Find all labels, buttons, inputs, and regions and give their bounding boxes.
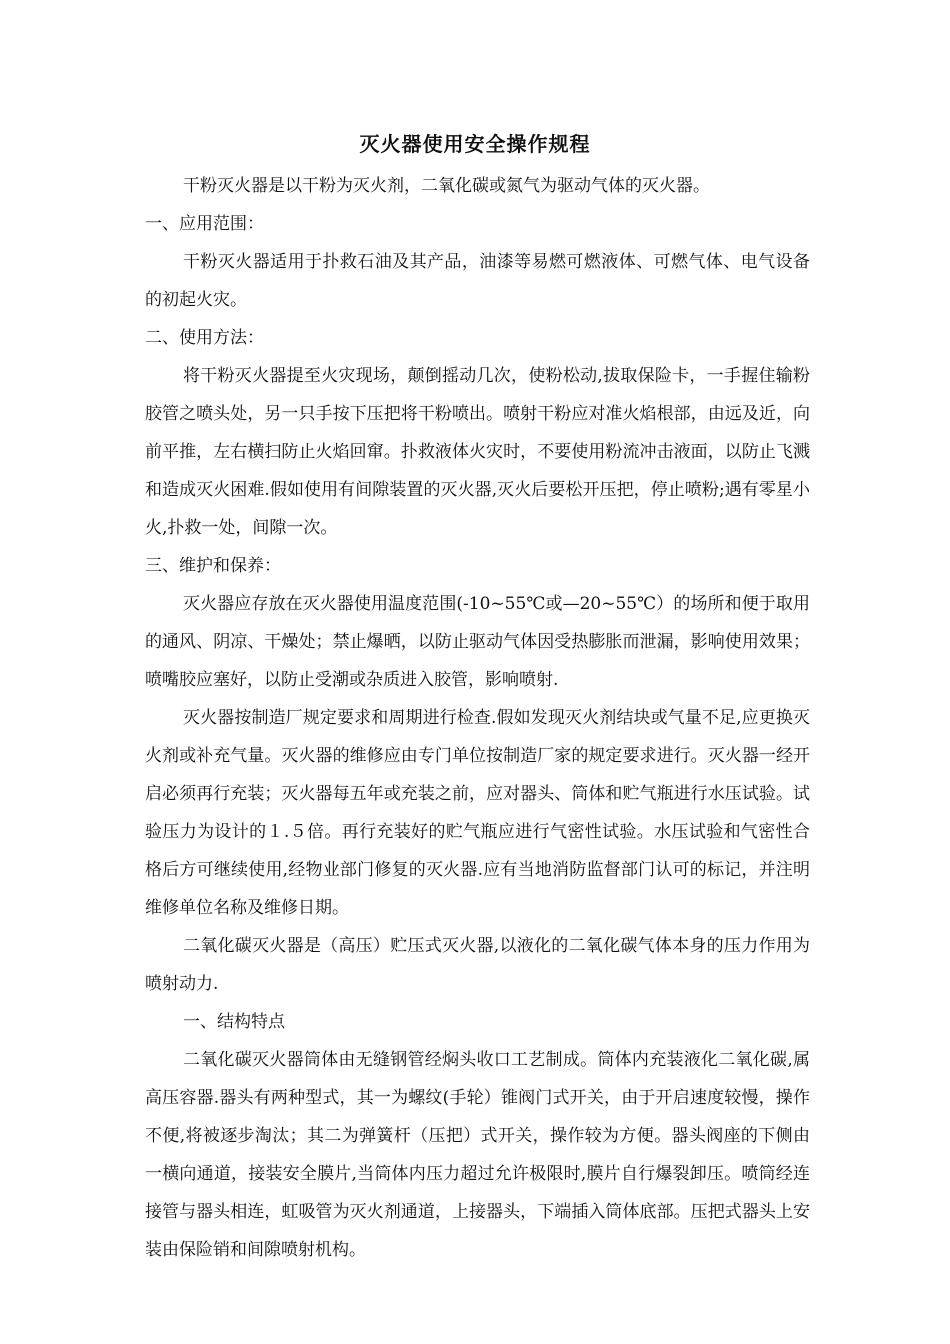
document-body bbox=[145, 167, 810, 1269]
section-heading-usage: 二、使用方法： bbox=[145, 328, 264, 348]
section-heading-maintenance: 三、维护和保养： bbox=[145, 556, 281, 576]
paragraph-inspection: 灭火器按制造厂规定要求和周期进行检查.假如发现灭火剂结块或气量不足,应更换灭火剂或补充气量。灭火器的维修应由专门单位按制造厂家的规定要求进行。灭火器一经开启必须再行充装；灭火器每五年或充装之前，应对器头、筒体和贮气瓶进行水压试验。试验压力为设计的１.５倍。再行充装好的贮气瓶应进行气密性试验。水压试验和气密性合格后方可继续使用,经物业部门修复的灭火器.应有当地消防监督部门认可的标记，并注明维修单位名称及维修日期。 bbox=[145, 708, 810, 918]
document-title: 灭火器使用安全操作规程 bbox=[359, 132, 591, 156]
section-heading-scope: 一、应用范围： bbox=[145, 214, 264, 234]
paragraph-usage: 将干粉灭火器提至火灾现场，颠倒摇动几次，使粉松动,拔取保险卡，一手握住输粉胶管之喷头处，另一只手按下压把将干粉喷出。喷射干粉应对准火焰根部，由远及近，向前平推，左右横扫防止火焰回窜。扑救液体火灾时，不要使用粉流冲击液面，以防止飞溅和造成灭火困难.假如使用有间隙装置的灭火器,灭火后要松开压把，停止喷粉;遇有零星小火,扑救一处，间隙一次。 bbox=[145, 366, 810, 538]
paragraph-co2-intro: 二氧化碳灭火器是（高压）贮压式灭火器,以液化的二氧化碳气体本身的压力作用为喷射动力. bbox=[145, 936, 810, 994]
subheading-structure: 一、结构特点 bbox=[183, 1012, 285, 1032]
paragraph-structure: 二氧化碳灭火器筒体由无缝钢管经焖头收口工艺制成。筒体内充装液化二氧化碳,属高压容器.器头有两种型式，其一为螺纹(手轮）锥阀门式开关，由于开启速度较慢，操作不便,将被逐步淘汰；其二为弹簧杆（压把）式开关，操作较为方便。器头阀座的下侧由一横向通道，接装安全膜片,当筒体内压力超过允许极限时,膜片自行爆裂卸压。喷筒经连接管与器头相连，虹吸管为灭火剂通道，上接器头，下端插入筒体底部。压把式器头上安装由保险销和间隙喷射机构。 bbox=[145, 1050, 810, 1260]
paragraph-scope: 干粉灭火器适用于扑救石油及其产品，油漆等易燃可燃液体、可燃气体、电气设备的初起火灾。 bbox=[145, 252, 810, 310]
paragraph-storage: 灭火器应存放在灭火器使用温度范围(-10~55℃或—20~55℃）的场所和便于取用的通风、阴凉、干燥处；禁止爆晒，以防止驱动气体因受热膨胀而泄漏，影响使用效果；喷嘴胶应塞好，以防止受潮或杂质进入胶管，影响喷射. bbox=[145, 594, 810, 690]
paragraph-intro: 干粉灭火器是以干粉为灭火剂，二氧化碳或氮气为驱动气体的灭火器。 bbox=[183, 176, 710, 196]
